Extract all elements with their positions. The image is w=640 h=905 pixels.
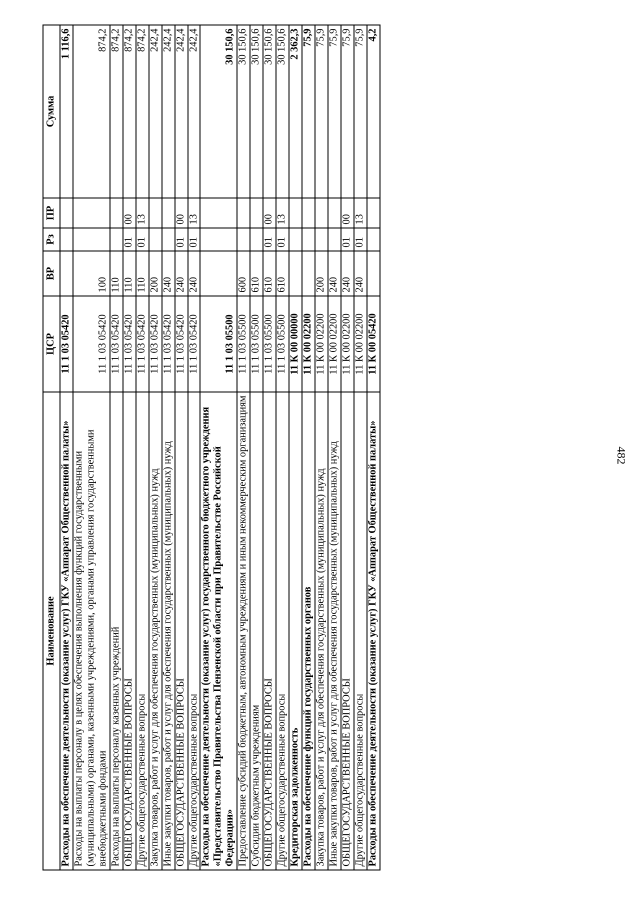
cell-vr: 610: [250, 251, 263, 296]
cell-pr: [302, 198, 315, 228]
cell-pr: [60, 198, 73, 228]
cell-name: ОБЩЕГОСУДАРСТВЕННЫЕ ВОПРОСЫ: [175, 392, 188, 870]
table-body: [60, 25, 380, 870]
cell-sum: 874,2: [110, 25, 123, 198]
table-row: [149, 25, 162, 870]
rotated-table-container: [43, 26, 593, 871]
cell-pr: [200, 198, 237, 228]
cell-pr: 00: [123, 198, 136, 228]
cell-sum: 4,2: [367, 25, 380, 198]
cell-csr: 11 К 00 02200: [328, 296, 341, 392]
cell-name: Расходы на обеспечение деятельности (оказание услуг) ГКУ «Аппарат Общественной палаты»: [367, 392, 380, 870]
header-sum: Сумма: [43, 25, 60, 198]
cell-pr: [315, 198, 328, 228]
cell-pr: [149, 198, 162, 228]
table-row: [250, 25, 263, 870]
cell-name: ОБЩЕГОСУДАРСТВЕННЫЕ ВОПРОСЫ: [263, 392, 276, 870]
cell-rz: 01: [175, 228, 188, 251]
cell-csr: 11 1 03 05420: [123, 296, 136, 392]
cell-name: Расходы на обеспечение деятельности (оказание услуг) ГКУ «Аппарат Общественной палаты»: [60, 392, 73, 870]
cell-name: Другие общегосударственные вопросы: [276, 392, 289, 870]
cell-csr: 11 1 03 05500: [200, 296, 237, 392]
table-row: [200, 25, 237, 870]
cell-csr: 11 1 03 05420: [188, 296, 201, 392]
cell-sum: 242,4: [188, 25, 201, 198]
table-row: [367, 25, 380, 870]
cell-sum: 242,4: [149, 25, 162, 198]
cell-rz: [250, 228, 263, 251]
table-header-row: [43, 25, 60, 870]
table-row: [302, 25, 315, 870]
cell-sum: 75,9: [315, 25, 328, 198]
cell-rz: [110, 228, 123, 251]
cell-csr: 11 1 03 05420: [73, 296, 110, 392]
cell-vr: 110: [110, 251, 123, 296]
cell-pr: [162, 198, 175, 228]
cell-pr: 13: [354, 198, 367, 228]
cell-name: Закупка товаров, работ и услуг для обеспечения государственных (муниципальных) нужд: [315, 392, 328, 870]
cell-rz: [60, 228, 73, 251]
cell-pr: 00: [341, 198, 354, 228]
cell-pr: [289, 198, 302, 228]
cell-name: Расходы на обеспечение функций государственных органов: [302, 392, 315, 870]
cell-rz: [237, 228, 250, 251]
cell-csr: 11 1 03 05420: [110, 296, 123, 392]
cell-name: Предоставление субсидий бюджетным, автономным учреждениям и иным некоммерческим организациям: [237, 392, 250, 870]
cell-rz: [328, 228, 341, 251]
cell-sum: 242,4: [175, 25, 188, 198]
table-row: [60, 25, 73, 870]
table-row: [315, 25, 328, 870]
cell-csr: 11 1 03 05420: [149, 296, 162, 392]
cell-name: Субсидии бюджетным учреждениям: [250, 392, 263, 870]
table-row: [237, 25, 250, 870]
table-row: [110, 25, 123, 870]
cell-rz: 01: [354, 228, 367, 251]
cell-csr: 11 1 03 05500: [250, 296, 263, 392]
cell-vr: 240: [341, 251, 354, 296]
cell-rz: 01: [263, 228, 276, 251]
cell-sum: 30 150,6: [200, 25, 237, 198]
cell-vr: 610: [276, 251, 289, 296]
cell-name: Иные закупки товаров, работ и услуг для обеспечения государственных (муниципальных) нужд: [328, 392, 341, 870]
cell-rz: 01: [276, 228, 289, 251]
cell-csr: 11 1 03 05500: [263, 296, 276, 392]
cell-pr: [250, 198, 263, 228]
cell-csr: 11 1 03 05500: [276, 296, 289, 392]
cell-rz: [315, 228, 328, 251]
cell-vr: 110: [136, 251, 149, 296]
cell-vr: 600: [237, 251, 250, 296]
cell-sum: 75,9: [302, 25, 315, 198]
cell-sum: 242,4: [162, 25, 175, 198]
header-pr: ПР: [43, 198, 60, 228]
table-row: [341, 25, 354, 870]
cell-rz: [149, 228, 162, 251]
header-rz: Рз: [43, 228, 60, 251]
header-vr: ВР: [43, 251, 60, 296]
cell-pr: [328, 198, 341, 228]
cell-vr: 200: [315, 251, 328, 296]
cell-csr: 11 К 00 05420: [367, 296, 380, 392]
cell-csr: 11 К 00 02200: [341, 296, 354, 392]
table-row: [328, 25, 341, 870]
cell-vr: 110: [123, 251, 136, 296]
cell-rz: 01: [136, 228, 149, 251]
cell-name: ОБЩЕГОСУДАРСТВЕННЫЕ ВОПРОСЫ: [123, 392, 136, 870]
cell-pr: 13: [276, 198, 289, 228]
cell-name: Кредиторская задолженность: [289, 392, 302, 870]
cell-vr: [289, 251, 302, 296]
cell-csr: 11 1 03 05420: [136, 296, 149, 392]
table-row: [175, 25, 188, 870]
table-row: [73, 25, 110, 870]
cell-csr: 11 1 03 05420: [162, 296, 175, 392]
cell-vr: 240: [354, 251, 367, 296]
cell-csr: 11 1 03 05500: [237, 296, 250, 392]
cell-vr: 240: [162, 251, 175, 296]
cell-name: Закупка товаров, работ и услуг для обеспечения государственных (муниципальных) нужд: [149, 392, 162, 870]
cell-pr: 13: [188, 198, 201, 228]
table-row: [263, 25, 276, 870]
table-row: [162, 25, 175, 870]
cell-pr: 00: [175, 198, 188, 228]
table-row: [276, 25, 289, 870]
cell-rz: [162, 228, 175, 251]
cell-name: Другие общегосударственные вопросы: [136, 392, 149, 870]
cell-sum: 874,2: [136, 25, 149, 198]
cell-rz: 01: [123, 228, 136, 251]
cell-rz: [289, 228, 302, 251]
cell-rz: 01: [188, 228, 201, 251]
cell-name: Расходы на обеспечение деятельности (оказание услуг) государственного бюджетного учреждения «Представительство Правительства Пензенской области при Правительстве Российской Федерации»: [200, 392, 237, 870]
cell-csr: 11 1 03 05420: [175, 296, 188, 392]
table-row: [188, 25, 201, 870]
cell-vr: 100: [73, 251, 110, 296]
cell-pr: [367, 198, 380, 228]
cell-sum: 30 150,6: [263, 25, 276, 198]
cell-csr: 11 К 00 00000: [289, 296, 302, 392]
cell-vr: 240: [188, 251, 201, 296]
table-row: [136, 25, 149, 870]
cell-sum: 75,9: [354, 25, 367, 198]
cell-sum: 874,2: [123, 25, 136, 198]
cell-vr: [200, 251, 237, 296]
page-number: 482: [614, 446, 629, 465]
table-row: [354, 25, 367, 870]
cell-name: Расходы на выплаты персоналу казенных учреждений: [110, 392, 123, 870]
cell-rz: [367, 228, 380, 251]
cell-rz: 01: [341, 228, 354, 251]
cell-vr: [60, 251, 73, 296]
header-name: Наименование: [43, 392, 60, 870]
cell-sum: 1 116,6: [60, 25, 73, 198]
budget-table: [43, 25, 381, 871]
cell-vr: 240: [328, 251, 341, 296]
cell-sum: 2 362,3: [289, 25, 302, 198]
cell-csr: 11 К 00 02200: [315, 296, 328, 392]
table-row: [123, 25, 136, 870]
cell-csr: 11 К 00 02200: [302, 296, 315, 392]
cell-vr: 240: [175, 251, 188, 296]
cell-vr: [302, 251, 315, 296]
cell-vr: 200: [149, 251, 162, 296]
cell-rz: [302, 228, 315, 251]
cell-vr: 610: [263, 251, 276, 296]
cell-name: Другие общегосударственные вопросы: [354, 392, 367, 870]
cell-sum: 30 150,6: [237, 25, 250, 198]
cell-vr: [367, 251, 380, 296]
cell-sum: 30 150,6: [250, 25, 263, 198]
cell-csr: 11 1 03 05420: [60, 296, 73, 392]
cell-name: ОБЩЕГОСУДАРСТВЕННЫЕ ВОПРОСЫ: [341, 392, 354, 870]
table-row: [289, 25, 302, 870]
cell-name: Другие общегосударственные вопросы: [188, 392, 201, 870]
cell-name: Иные закупки товаров, работ и услуг для обеспечения государственных (муниципальных) нужд: [162, 392, 175, 870]
cell-sum: 75,9: [328, 25, 341, 198]
cell-name: Расходы на выплаты персоналу в целях обеспечения выполнения функций государственными (муниципальными) органами, казенными учреждениями, органами управления государственными внебюджетными фондами: [73, 392, 110, 870]
cell-sum: 30 150,6: [276, 25, 289, 198]
cell-csr: 11 К 00 02200: [354, 296, 367, 392]
cell-pr: [237, 198, 250, 228]
cell-rz: [73, 228, 110, 251]
cell-pr: 00: [263, 198, 276, 228]
cell-sum: 75,9: [341, 25, 354, 198]
cell-rz: [200, 228, 237, 251]
cell-sum: 874,2: [73, 25, 110, 198]
cell-pr: 13: [136, 198, 149, 228]
cell-pr: [73, 198, 110, 228]
cell-pr: [110, 198, 123, 228]
header-csr: ЦСР: [43, 296, 60, 392]
